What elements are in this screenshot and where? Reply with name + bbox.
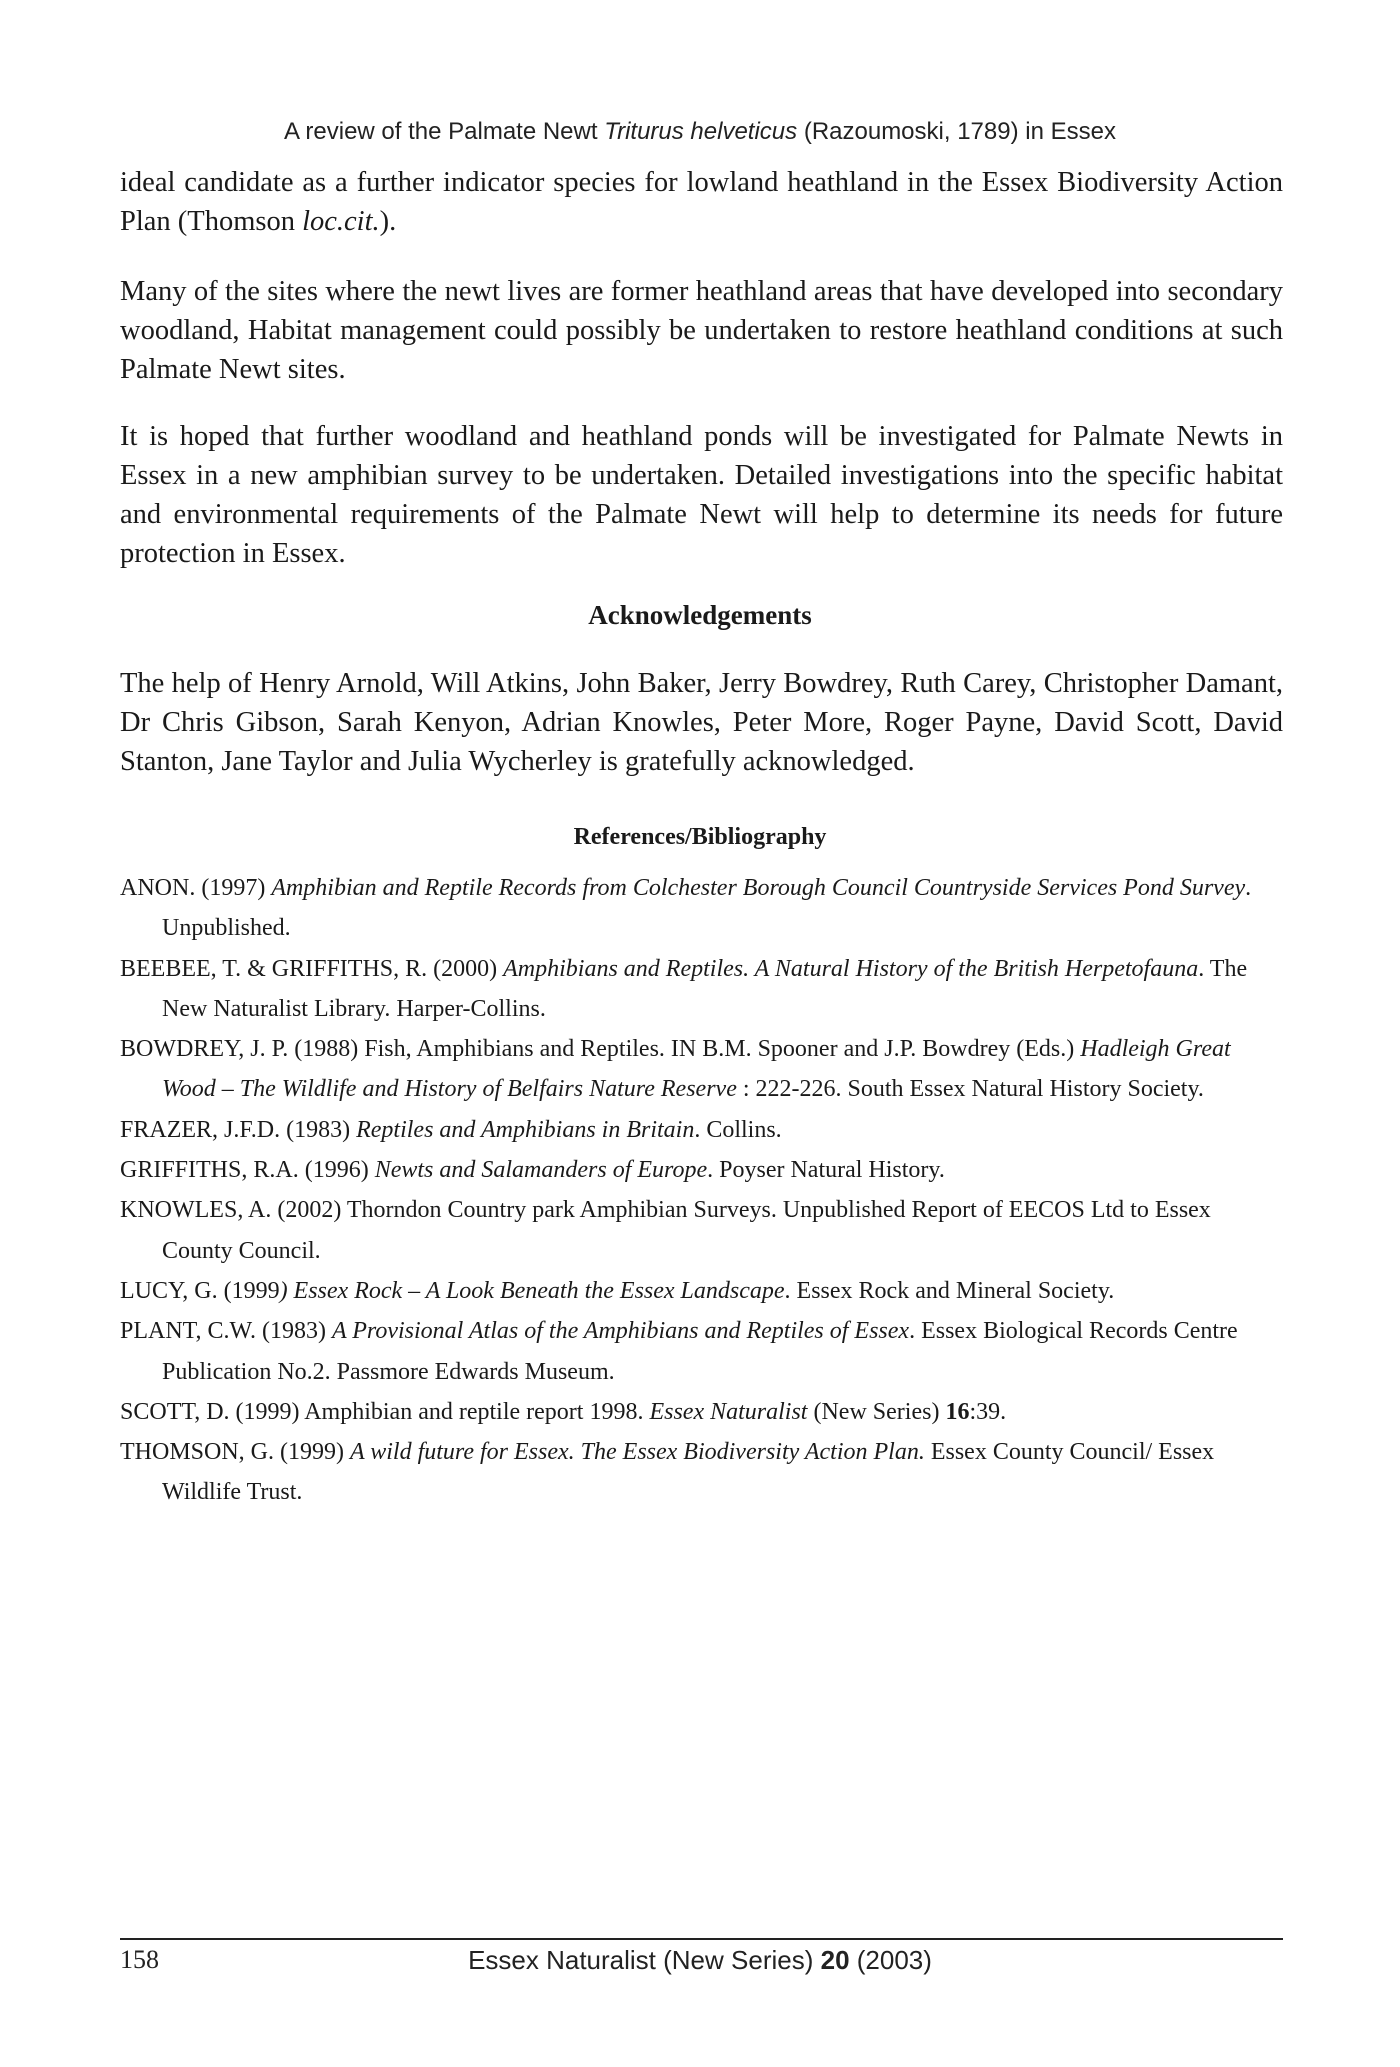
reference-list <box>120 868 1283 1513</box>
acknowledgements-heading: Acknowledgements <box>588 600 812 630</box>
footer-journal-name: Essex Naturalist (New Series) <box>468 1945 821 1975</box>
page-number: 158 <box>120 1945 159 1974</box>
reference-title: Essex Naturalist <box>649 1398 808 1425</box>
reference-text: (New Series) <box>807 1398 946 1425</box>
paragraph-1-text: ideal candidate as a further indicator species for lowland heathland in the Essex Biodiversity Action Plan (Thomson <box>120 167 1283 237</box>
reference-volume: 16 <box>945 1398 970 1425</box>
reference-beebee-2000 <box>120 949 1283 1030</box>
reference-text: . Collins. <box>694 1116 782 1143</box>
reference-title: A wild future for Essex. The Essex Biodiversity Action Plan. <box>350 1439 925 1466</box>
reference-text: . Essex Rock and Mineral Society. <box>784 1277 1115 1304</box>
reference-scott-1999 <box>120 1392 1283 1432</box>
reference-text: SCOTT, D. (1999) Amphibian and reptile report 1998. <box>120 1398 650 1425</box>
reference-title: Amphibians and Reptiles. A Natural History of the British Herpetofauna <box>503 955 1199 982</box>
reference-title: ) Essex Rock – A Look Beneath the Essex Landscape <box>279 1277 785 1304</box>
reference-anon-1997 <box>120 868 1283 949</box>
reference-frazer-1983 <box>120 1110 1283 1150</box>
reference-text: :39. <box>969 1398 1007 1425</box>
running-head-species: Triturus helveticus <box>604 118 798 145</box>
paragraph-1-citation: loc.cit. <box>302 206 380 237</box>
reference-griffiths-1996 <box>120 1150 1283 1190</box>
reference-text: ANON. (1997) <box>120 875 272 901</box>
running-head-suffix: (Razoumoski, 1789) in Essex <box>797 118 1116 145</box>
reference-text: KNOWLES, A. (2002) Thorndon Country park Amphibian Surveys. Unpublished Report of EECOS Ltd to Essex County Council. <box>120 1197 1211 1264</box>
reference-text: PLANT, C.W. (1983) <box>120 1318 332 1345</box>
reference-text: . Essex Biological Records Centre Publication No.2. Passmore Edwards Museum. <box>162 1318 1238 1385</box>
footer-rule <box>120 1938 1283 1940</box>
running-head <box>0 118 1400 146</box>
paragraph-2: Many of the sites where the newt lives are former heathland areas that have developed into secondary woodland, Habitat management could possibly be undertaken to restore heathland conditions at such Palmate Newt sites. <box>120 276 1283 385</box>
acknowledgements-text: The help of Henry Arnold, Will Atkins, John Baker, Jerry Bowdrey, Ruth Carey, Christopher Damant, Dr Chris Gibson, Sarah Kenyon, Adrian Knowles, Peter More, Roger Payne, David Scott, David Stanton, Jane Taylor and Julia Wycherley is gratefully acknowledged. <box>120 668 1283 777</box>
reference-text: . Poyser Natural History. <box>707 1157 945 1184</box>
reference-plant-1983 <box>120 1311 1283 1392</box>
footer-year: (2003) <box>849 1945 932 1975</box>
paragraph-3: It is hoped that further woodland and heathland ponds will be investigated for Palmate Newts in Essex in a new amphibian survey to be undertaken. Detailed investigations into the specific habitat and environmental requirements of the Palmate Newt will help to determine its needs for future protection in Essex. <box>120 421 1283 569</box>
reference-title: Newts and Salamanders of Europe <box>374 1157 708 1184</box>
reference-text: THOMSON, G. (1999) <box>120 1439 350 1466</box>
reference-text: : 222-226. South Essex Natural History Society. <box>736 1076 1204 1103</box>
footer-volume: 20 <box>820 1945 850 1975</box>
reference-title: Reptiles and Amphibians in Britain <box>356 1116 695 1143</box>
reference-bowdrey-1988 <box>120 1029 1283 1110</box>
reference-title: Amphibian and Reptile Records from Colchester Borough Council Countryside Services Pond Survey <box>271 875 1246 901</box>
reference-text: . The New Naturalist Library. Harper-Collins. <box>162 955 1248 1022</box>
footer-journal <box>0 1945 1400 1976</box>
reference-text: LUCY, G. (1999 <box>120 1277 280 1304</box>
reference-title: A Provisional Atlas of the Amphibians and Reptiles of Essex <box>332 1318 910 1345</box>
references-heading: References/Bibliography <box>573 824 827 850</box>
reference-text: BEEBEE, T. & GRIFFITHS, R. (2000) <box>120 955 504 982</box>
reference-text: FRAZER, J.F.D. (1983) <box>120 1116 357 1143</box>
paragraph-1 <box>120 163 1283 241</box>
reference-text: GRIFFITHS, R.A. (1996) <box>120 1157 375 1184</box>
reference-knowles-2002 <box>120 1190 1283 1271</box>
reference-title: Hadleigh Great Wood – The Wildlife and History of Belfairs Nature Reserve <box>162 1036 1231 1103</box>
reference-thomson-1999 <box>120 1432 1283 1513</box>
reference-text: Essex County Council/ Essex Wildlife Trust. <box>162 1439 1215 1506</box>
running-head-prefix: A review of the Palmate Newt <box>284 118 605 145</box>
reference-text: . Unpublished. <box>162 875 1252 942</box>
paragraph-1-end: ). <box>379 206 397 237</box>
reference-text: BOWDREY, J. P. (1988) Fish, Amphibians and Reptiles. IN B.M. Spooner and J.P. Bowdrey (Eds.) <box>120 1036 1081 1063</box>
reference-lucy-1999 <box>120 1271 1283 1311</box>
